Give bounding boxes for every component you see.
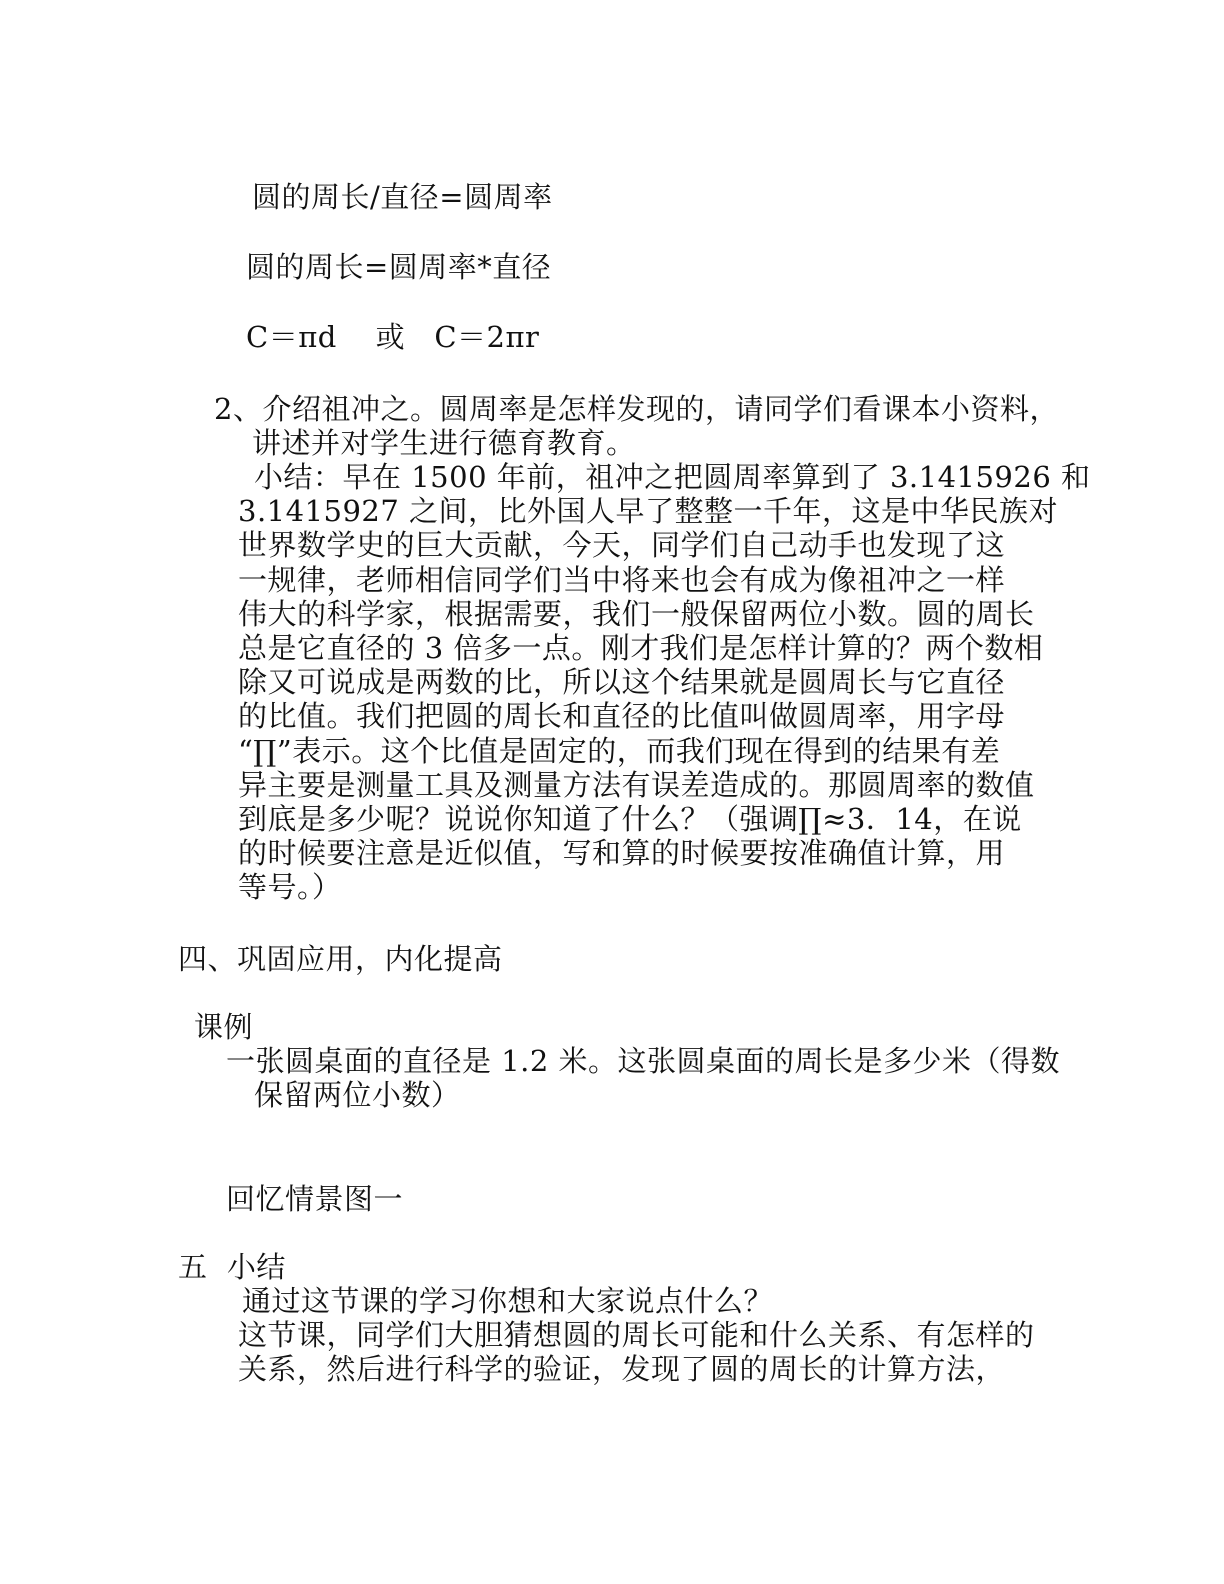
section5-heading: 五 小结 <box>178 1250 286 1284</box>
summary-line: 异主要是测量工具及测量方法有误差造成的。那圆周率的数值 <box>238 767 1035 802</box>
summary-line: 除又可说成是两数的比，所以这个结果就是圆周长与它直径 <box>238 665 1006 700</box>
section4-heading: 四、巩固应用，内化提高 <box>178 942 503 976</box>
summary-line: 世界数学史的巨大贡献，今天，同学们自己动手也发现了这 <box>238 528 1006 563</box>
example-line1: 一张圆桌面的直径是 1.2 米。这张圆桌面的周长是多少米（得数 <box>226 1044 1061 1078</box>
summary-line: 的比值。我们把圆的周长和直径的比值叫做圆周率，用字母 <box>238 699 1006 734</box>
summary-line: 的时候要注意是近似值，写和算的时候要按准确值计算，用 <box>238 836 1006 871</box>
summary-line: 3.1415927 之间，比外国人早了整整一千年，这是中华民族对 <box>238 494 1059 529</box>
section2-line2: 讲述并对学生进行德育教育。 <box>252 426 636 460</box>
recall-scene: 回忆情景图一 <box>226 1182 404 1216</box>
summary-line: “∏”表示。这个比值是固定的，而我们现在得到的结果有差 <box>238 733 1001 768</box>
summary-line: 总是它直径的 3 倍多一点。刚才我们是怎样计算的？两个数相 <box>238 631 1044 666</box>
summary-line: 小结：早在 1500 年前，祖冲之把圆周率算到了 3.1415926 和 <box>254 460 1091 494</box>
example-line2: 保留两位小数） <box>254 1078 461 1112</box>
summary-line: 到底是多少呢？说说你知道了什么？（强调∏≈3．14，在说 <box>238 802 1022 837</box>
section5-line3: 关系，然后进行科学的验证，发现了圆的周长的计算方法， <box>238 1352 1006 1386</box>
formula-symbolic: C＝πd 或 C＝2πr <box>246 320 540 354</box>
formula-ratio: 圆的周长/直径=圆周率 <box>252 180 553 214</box>
summary-line: 一规律，老师相信同学们当中将来也会有成为像祖冲之一样 <box>238 562 1006 597</box>
summary-paragraph <box>238 460 1091 905</box>
section2-line1: 2、介绍祖冲之。圆周率是怎样发现的，请同学们看课本小资料， <box>214 392 1059 426</box>
section5-line2: 这节课，同学们大胆猜想圆的周长可能和什么关系、有怎样的 <box>238 1318 1035 1352</box>
summary-line: 伟大的科学家，根据需要，我们一般保留两位小数。圆的周长 <box>238 596 1035 631</box>
section5-line1: 通过这节课的学习你想和大家说点什么？ <box>242 1284 774 1318</box>
example-label: 课例 <box>194 1010 254 1044</box>
summary-line: 等号。） <box>238 870 342 905</box>
formula-circumference: 圆的周长=圆周率*直径 <box>246 250 552 284</box>
